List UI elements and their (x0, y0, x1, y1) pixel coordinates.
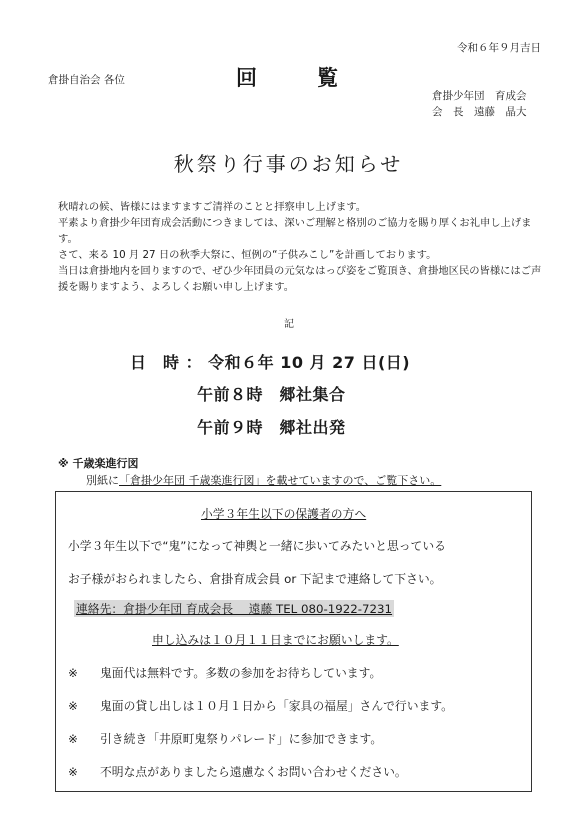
route-prefix: 別紙に (86, 474, 119, 487)
schedule-assembly: 午前８時 郷社集合 (197, 385, 346, 404)
note-mark: ※ (68, 666, 78, 680)
note-mark: ※ (68, 732, 78, 746)
document-title: 秋祭り行事のお知らせ (173, 152, 404, 176)
schedule-datetime: 日 時 ： 令和６年 10 月 27 日(日) (130, 353, 411, 372)
note-item (68, 697, 453, 714)
body-paragraph: 平素より倉掛少年団育成会活動につきましては、深いご理解と格別のご協力を賜り厚くお礼申し上げます。 (58, 217, 532, 245)
route-text (86, 472, 441, 488)
body-paragraph: 当日は倉掛地内を回りますので、ぜひ少年団員の元気なはっぴ姿をご覧頂き、倉掛地区民の皆様にはご声援を賜りますよう、よろしくお願い申し上げます。 (58, 265, 542, 293)
body-paragraph: 秋晴れの候、皆様にはますますご清祥のことと拝察申し上げます。 (58, 201, 367, 213)
notice-line: お子様がおられましたら、倉掛育成会員 or 下記まで連絡して下さい。 (68, 572, 442, 586)
note-mark: ※ (68, 765, 78, 779)
route-underlined: 「倉掛少年団 千歳楽進行図」を載せていますので、ご覧下さい。 (119, 474, 442, 487)
body-paragraph: さて、来る 10 月 27 日の秋季大祭に、恒例の“子供みこし”を計画しております。 (58, 249, 437, 261)
application-deadline: 申し込みは１０月１１日までにお願いします。 (152, 633, 399, 647)
circular-left-char: 回 (236, 66, 259, 90)
contact-info: 連絡先：倉掛少年団 育成会長 遠藤 TEL 080-1922-7231 (76, 602, 393, 616)
note-mark: ※ (68, 699, 78, 713)
ki-mark: 記 (284, 319, 294, 330)
note-item (68, 730, 382, 747)
schedule-departure: 午前９時 郷社出発 (197, 418, 346, 437)
notice-line: 小学３年生以下で“鬼”になって神輿と一緒に歩いてみたいと思っている (68, 539, 446, 553)
notice-heading: 小学３年生以下の保護者の方へ (201, 507, 367, 521)
sender-name: 会 長 遠藤 晶大 (432, 106, 527, 118)
circular-stamp (236, 62, 340, 92)
note-item (68, 763, 407, 780)
body-text (58, 199, 548, 295)
note-text: 鬼面代は無料です。多数の参加をお待ちしています。 (100, 666, 382, 680)
addressee: 倉掛自治会 各位 (48, 74, 125, 86)
issue-date: 令和６年９月吉日 (457, 42, 541, 54)
note-text: 不明な点がありましたら遠慮なくお問い合わせください。 (100, 765, 407, 779)
note-text: 鬼面の貸し出しは１０月１日から「家具の福屋」さんで行います。 (100, 699, 453, 713)
sender-block (432, 88, 527, 120)
circular-right-char: 覧 (317, 66, 340, 90)
route-heading: ※ 千歳楽進行図 (58, 457, 139, 470)
note-text: 引き続き「井原町鬼祭りパレード」に参加できます。 (100, 732, 383, 746)
sender-org: 倉掛少年団 育成会 (432, 90, 527, 102)
parent-notice-box (55, 491, 532, 792)
note-item (68, 664, 381, 681)
